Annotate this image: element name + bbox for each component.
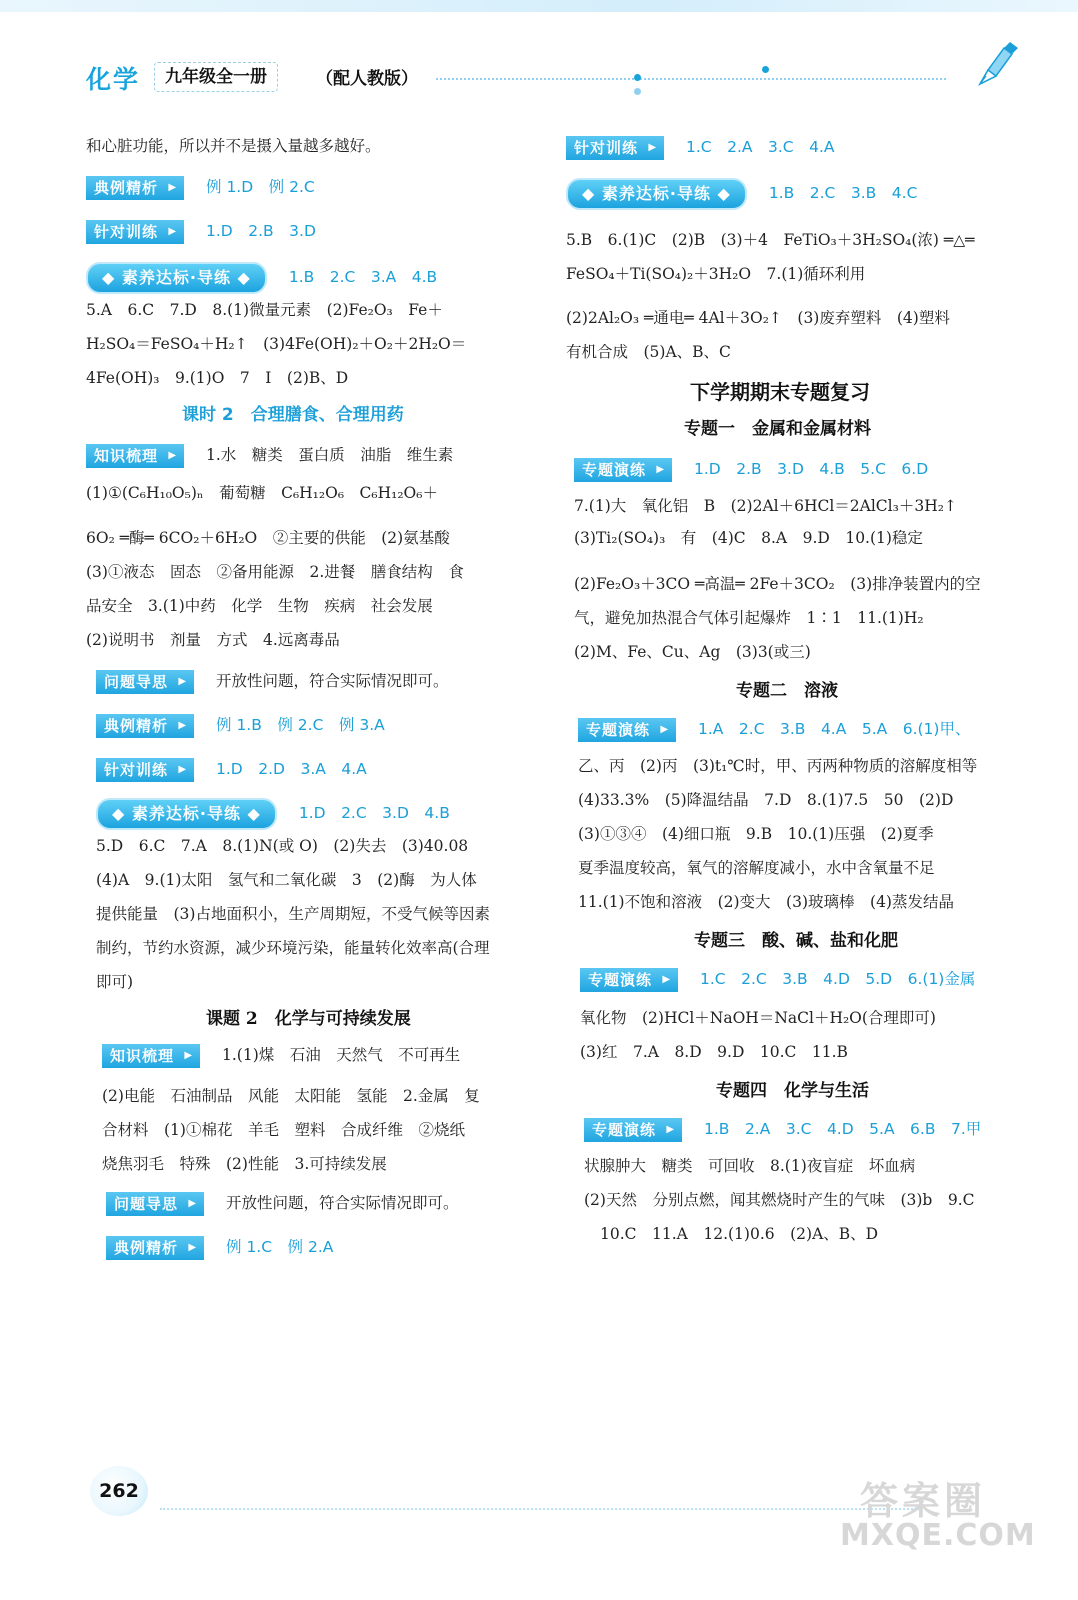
section-tag-zhendui: 针对训练 ▶ <box>86 220 184 244</box>
subject-title: 化学 <box>86 65 141 94</box>
text-line: 11.(1)不饱和溶液 (2)变大 (3)玻璃棒 (4)蒸发结晶 <box>578 893 954 911</box>
watermark-url: MXQE.COM <box>840 1518 1036 1553</box>
answer-row <box>102 1044 460 1068</box>
section-tag-zhendui: 针对训练 ▶ <box>566 136 664 160</box>
text-line: (2)2Al₂O₃ ═通电═ 4Al＋3O₂↑ (3)废弃塑料 (4)塑料 <box>566 309 950 327</box>
text-line: 即可) <box>96 973 134 991</box>
fountain-pen-icon <box>970 40 1020 90</box>
header-dotted-line <box>436 78 946 80</box>
topic-heading: 专题一 金属和金属材料 <box>684 419 871 439</box>
answer-text: 例 1.B 例 2.C 例 3.A <box>216 716 385 734</box>
text-line: (3)①③④ (4)细口瓶 9.B 10.(1)压强 (2)夏季 <box>578 825 934 843</box>
answer-text: 1.D 2.B 3.D 4.B 5.C 6.D <box>694 460 929 478</box>
header-dot <box>762 66 769 73</box>
section-tag-zhendui: 针对训练 ▶ <box>96 758 194 782</box>
section-tag-zhishi: 知识梳理 ▶ <box>86 444 184 468</box>
section-tag-zhuanti: 专题演练 ▶ <box>584 1118 682 1142</box>
grade-label: 九年级全一册 <box>154 62 278 92</box>
answer-text: 1.(1)煤 石油 天然气 不可再生 <box>222 1046 461 1064</box>
text-line: (2)说明书 剂量 方式 4.远离毒品 <box>86 631 340 649</box>
answer-row <box>578 718 970 742</box>
answer-text: 开放性问题，符合实际情况即可。 <box>216 672 449 690</box>
answer-text: 1.B 2.C 3.A 4.B <box>288 268 438 286</box>
answer-text: 1.C 2.C 3.B 4.D 5.D 6.(1)金属 <box>700 970 976 988</box>
text-line: 烧焦羽毛 特殊 (2)性能 3.可持续发展 <box>102 1155 387 1173</box>
top-color-bar <box>0 0 1078 12</box>
answer-text: 1.A 2.C 3.B 4.A 5.A 6.(1)甲、 <box>698 720 971 738</box>
text-line: (3)红 7.A 8.D 9.D 10.C 11.B <box>580 1043 848 1061</box>
text-line: (2)电能 石油制品 风能 太阳能 氢能 2.金属 复 <box>102 1087 480 1105</box>
text-line: 制约，节约水资源，减少环境污染，能量转化效率高(合理 <box>96 939 490 957</box>
text-line: 10.C 11.A 12.(1)0.6 (2)A、B、D <box>600 1225 879 1243</box>
section-tag-wenti: 问题导思 ▶ <box>106 1192 204 1216</box>
answer-row <box>566 136 835 160</box>
topic-heading: 专题四 化学与生活 <box>716 1081 869 1101</box>
answer-row <box>96 670 449 694</box>
footer-dotted-line <box>160 1508 920 1510</box>
page-number-badge <box>82 1462 154 1520</box>
watermark-logo <box>840 1470 1050 1570</box>
text-line: (1)①(C₆H₁₀O₅)ₙ 葡萄糖 C₆H₁₂O₆ C₆H₁₂O₆＋ <box>86 484 438 502</box>
topic-heading: 专题三 酸、碱、盐和化肥 <box>694 931 898 951</box>
text-line: 4Fe(OH)₃ 9.(1)O 7 I (2)B、D <box>86 369 349 387</box>
header-dot <box>634 88 641 95</box>
answer-text: 1.C 2.A 3.C 4.A <box>686 138 835 156</box>
answer-row <box>86 262 437 294</box>
text-line: (3)Ti₂(SO₄)₃ 有 (4)C 8.A 9.D 10.(1)稳定 <box>574 529 923 547</box>
answer-row <box>580 968 975 992</box>
lesson-heading: 课时 2 合理膳食、合理用药 <box>182 405 404 425</box>
text-line: (4)33.3% (5)降温结晶 7.D 8.(1)7.5 50 (2)D <box>578 791 954 809</box>
text-line: (3)①液态 固态 ②备用能源 2.进餐 膳食结构 食 <box>86 563 464 581</box>
text-line: 有机合成 (5)A、B、C <box>566 343 731 361</box>
text-line: (2)天然 分别点燃，闻其燃烧时产生的气味 (3)b 9.C <box>584 1191 975 1209</box>
text-line: 5.B 6.(1)C (2)B (3)＋4 FeTiO₃＋3H₂SO₄(浓) ═△═ <box>566 231 975 249</box>
topic-heading: 专题二 溶液 <box>736 681 838 701</box>
answer-text: 1.B 2.A 3.C 4.D 5.A 6.B 7.甲 <box>704 1120 982 1138</box>
section-tag-zhuanti: 专题演练 ▶ <box>578 718 676 742</box>
text-line: 状腺肿大 糖类 可回收 8.(1)夜盲症 坏血病 <box>584 1157 916 1175</box>
section-tag-dianli: 典例精析 ▶ <box>86 176 184 200</box>
text-line: 5.D 6.C 7.A 8.(1)N(或 O) (2)失去 (3)40.08 <box>96 837 469 855</box>
answer-row <box>566 178 917 210</box>
page-number: 262 <box>90 1466 148 1516</box>
review-heading: 下学期期末专题复习 <box>690 380 870 404</box>
answer-row <box>574 458 928 482</box>
answer-row <box>96 714 385 738</box>
section-pill-suyang: ◆ 素养达标·导练 ◆ <box>566 178 747 210</box>
section-tag-wenti: 问题导思 ▶ <box>96 670 194 694</box>
answer-row <box>96 798 450 830</box>
answer-row <box>86 444 453 468</box>
text-line: 5.A 6.C 7.D 8.(1)微量元素 (2)Fe₂O₃ Fe＋ <box>86 301 443 319</box>
text-line: 6O₂ ═酶═ 6CO₂＋6H₂O ②主要的供能 (2)氨基酸 <box>86 529 450 547</box>
edition-label: （配人教版） <box>316 69 418 89</box>
watermark-text: 答案圈 <box>860 1479 987 1523</box>
text-line: 合材料 (1)①棉花 羊毛 塑料 合成纤维 ②烧纸 <box>102 1121 465 1139</box>
answer-text: 1.B 2.C 3.B 4.C <box>768 184 918 202</box>
answer-row <box>106 1192 459 1216</box>
answer-row <box>86 176 315 200</box>
answer-row <box>86 220 316 244</box>
answer-text: 例 1.C 例 2.A <box>226 1238 334 1256</box>
section-tag-zhuanti: 专题演练 ▶ <box>580 968 678 992</box>
text-line: 氧化物 (2)HCl＋NaOH＝NaCl＋H₂O(合理即可) <box>580 1009 936 1027</box>
answer-text: 1.D 2.C 3.D 4.B <box>298 804 450 822</box>
answer-text: 开放性问题，符合实际情况即可。 <box>226 1194 459 1212</box>
answer-text: 例 1.D 例 2.C <box>206 178 315 196</box>
answer-text: 1.水 糖类 蛋白质 油脂 维生素 <box>206 446 454 464</box>
text-line: FeSO₄＋Ti(SO₄)₂＋3H₂O 7.(1)循环利用 <box>566 265 866 283</box>
section-pill-suyang: ◆ 素养达标·导练 ◆ <box>86 262 267 294</box>
text-line: (2)Fe₂O₃＋3CO ═高温═ 2Fe＋3CO₂ (3)排净装置内的空 <box>574 575 981 593</box>
text-line: 7.(1)大 氧化铝 B (2)2Al＋6HCl＝2AlCl₃＋3H₂↑ <box>574 497 957 515</box>
answer-text: 1.D 2.B 3.D <box>206 222 316 240</box>
section-pill-suyang: ◆ 素养达标·导练 ◆ <box>96 798 277 830</box>
header-dot <box>634 74 641 81</box>
text-line: 乙、丙 (2)丙 (3)t₁℃时，甲、丙两种物质的溶解度相等 <box>578 757 978 775</box>
text-line: (2)M、Fe、Cu、Ag (3)3(或三) <box>574 643 811 661</box>
page-header <box>86 58 1016 98</box>
section-tag-dianli: 典例精析 ▶ <box>96 714 194 738</box>
answer-row <box>96 758 367 782</box>
text-line: 气，避免加热混合气体引起爆炸 1∶1 11.(1)H₂ <box>574 609 924 627</box>
section-tag-dianli: 典例精析 ▶ <box>106 1236 204 1260</box>
answer-text: 1.D 2.D 3.A 4.A <box>216 760 367 778</box>
section-tag-zhishi: 知识梳理 ▶ <box>102 1044 200 1068</box>
answer-row <box>584 1118 981 1142</box>
section-tag-zhuanti: 专题演练 ▶ <box>574 458 672 482</box>
text-line: 提供能量 (3)占地面积小，生产周期短，不受气候等因素 <box>96 905 490 923</box>
answer-row <box>106 1236 333 1260</box>
text-line: H₂SO₄＝FeSO₄＋H₂↑ (3)4Fe(OH)₂＋O₂＋2H₂O＝ <box>86 335 467 353</box>
topic-heading: 课题 2 化学与可持续发展 <box>206 1009 411 1029</box>
text-line: 和心脏功能，所以并不是摄入量越多越好。 <box>86 137 381 155</box>
text-line: 品安全 3.(1)中药 化学 生物 疾病 社会发展 <box>86 597 433 615</box>
text-line: (4)A 9.(1)太阳 氢气和二氧化碳 3 (2)酶 为人体 <box>96 871 477 889</box>
text-line: 夏季温度较高，氧气的溶解度减小，水中含氧量不足 <box>578 859 935 877</box>
